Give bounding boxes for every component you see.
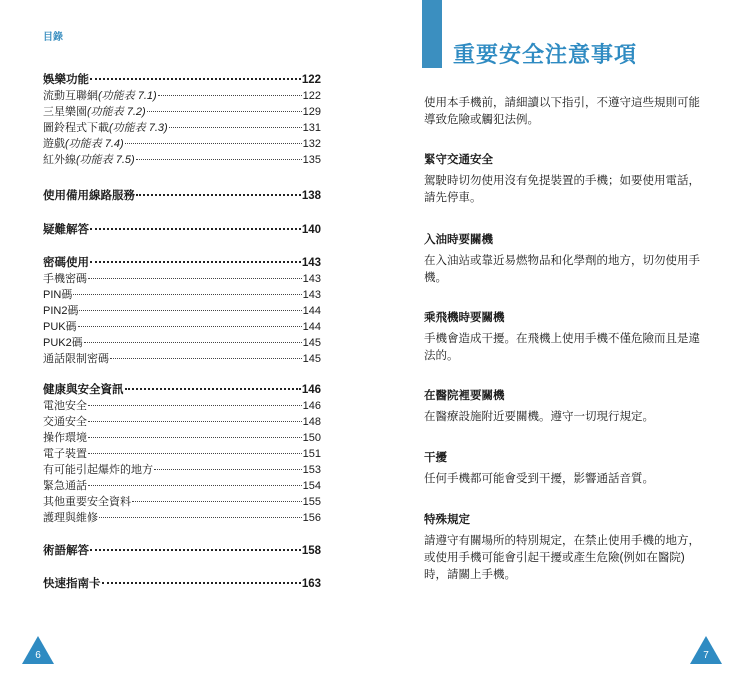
toc-sub-entry[interactable]: 三星樂園(功能表 7.2) 129 xyxy=(43,106,321,118)
toc-group-quick-guide xyxy=(43,576,321,592)
toc-sub-entry[interactable]: 有可能引起爆炸的地方 153 xyxy=(43,464,321,476)
toc-group-entertainment xyxy=(43,72,321,168)
section-interference xyxy=(424,450,706,488)
toc-sub-entry[interactable]: 遊戲(功能表 7.4) 132 xyxy=(43,138,321,150)
toc-sub-entry[interactable]: 通話限制密碼 145 xyxy=(43,353,321,365)
toc-sub-entry[interactable]: 手機密碼 143 xyxy=(43,273,321,285)
toc-sub-entry[interactable]: 圖鈴程式下載(功能表 7.3) 131 xyxy=(43,122,321,134)
toc-group-health-safety xyxy=(43,382,321,526)
section-body: 請遵守有關場所的特別規定，在禁止使用手機的地方，或使用手機可能會引起干擾或產生危險(例如在醫院)時，請關上手機。 xyxy=(424,535,700,581)
section-body: 任何手機都可能會受到干擾，影響通話音質。 xyxy=(424,473,654,485)
toc-group-backup-line xyxy=(43,188,321,204)
section-heading: 乘飛機時要關機 xyxy=(424,312,505,324)
section-aircraft xyxy=(424,310,706,365)
section-body: 在入油站或靠近易燃物品和化學劑的地方，切勿使用手機。 xyxy=(424,255,700,284)
toc-sub-entry[interactable]: 流動互聯網(功能表 7.1) 122 xyxy=(43,90,321,102)
toc-sub-entry[interactable]: PUK2碼 145 xyxy=(43,337,321,349)
section-body: 手機會造成干擾。在飛機上使用手機不僅危險而且是違法的。 xyxy=(424,333,700,362)
toc-group-troubleshooting xyxy=(43,222,321,238)
toc-group-passwords xyxy=(43,255,321,367)
toc-main-entry[interactable]: 娛樂功能 122 xyxy=(43,74,321,86)
section-special-rules xyxy=(424,512,706,584)
toc-main-entry[interactable]: 健康與安全資訊 146 xyxy=(43,384,321,396)
section-hospital xyxy=(424,388,706,426)
section-body: 在醫療設施附近要關機。遵守一切現行規定。 xyxy=(424,411,654,423)
title-accent-bar xyxy=(422,0,442,68)
page-number: 7 xyxy=(703,650,709,661)
toc-sub-entry[interactable]: PIN碼 143 xyxy=(43,289,321,301)
right-page xyxy=(372,0,744,682)
toc-sub-entry[interactable]: 交通安全 148 xyxy=(43,416,321,428)
toc-sub-entry[interactable]: 操作環境 150 xyxy=(43,432,321,444)
toc-sub-entry[interactable]: 緊急通話 154 xyxy=(43,480,321,492)
toc-sub-entry[interactable]: PIN2碼 144 xyxy=(43,305,321,317)
toc-main-entry[interactable]: 使用備用線路服務 138 xyxy=(43,190,321,202)
toc-sub-entry[interactable]: 紅外線(功能表 7.5) 135 xyxy=(43,154,321,166)
section-heading: 在醫院裡要關機 xyxy=(424,390,505,402)
toc-sub-entry[interactable]: 護理與維修 156 xyxy=(43,512,321,524)
toc-main-entry[interactable]: 疑難解答 140 xyxy=(43,224,321,236)
page-number: 6 xyxy=(35,650,41,661)
section-traffic-safety xyxy=(424,152,706,207)
toc-main-entry[interactable]: 密碼使用 143 xyxy=(43,257,321,269)
toc-main-entry[interactable]: 快速指南卡 163 xyxy=(43,578,321,590)
toc-main-entry[interactable]: 術語解答 158 xyxy=(43,545,321,557)
toc-header: 目錄 xyxy=(43,32,63,43)
section-heading: 入油時要關機 xyxy=(424,234,493,246)
toc-sub-entry[interactable]: PUK碼 144 xyxy=(43,321,321,333)
page-title: 重要安全注意事項 xyxy=(453,42,638,67)
section-heading: 緊守交通安全 xyxy=(424,154,493,166)
toc-sub-entry[interactable]: 電池安全 146 xyxy=(43,400,321,412)
section-body: 駕駛時切勿使用沒有免提裝置的手機；如要使用電話，請先停車。 xyxy=(424,175,700,204)
toc-group-glossary xyxy=(43,543,321,559)
toc-sub-entry[interactable]: 其他重要安全資料 155 xyxy=(43,496,321,508)
section-refuel xyxy=(424,232,706,287)
section-heading: 干擾 xyxy=(424,452,447,464)
section-heading: 特殊規定 xyxy=(424,514,470,526)
intro-paragraph: 使用本手機前，請細讀以下指引，不遵守這些規則可能導致危險或觸犯法例。 xyxy=(424,97,700,126)
toc-sub-entry[interactable]: 電子裝置 151 xyxy=(43,448,321,460)
